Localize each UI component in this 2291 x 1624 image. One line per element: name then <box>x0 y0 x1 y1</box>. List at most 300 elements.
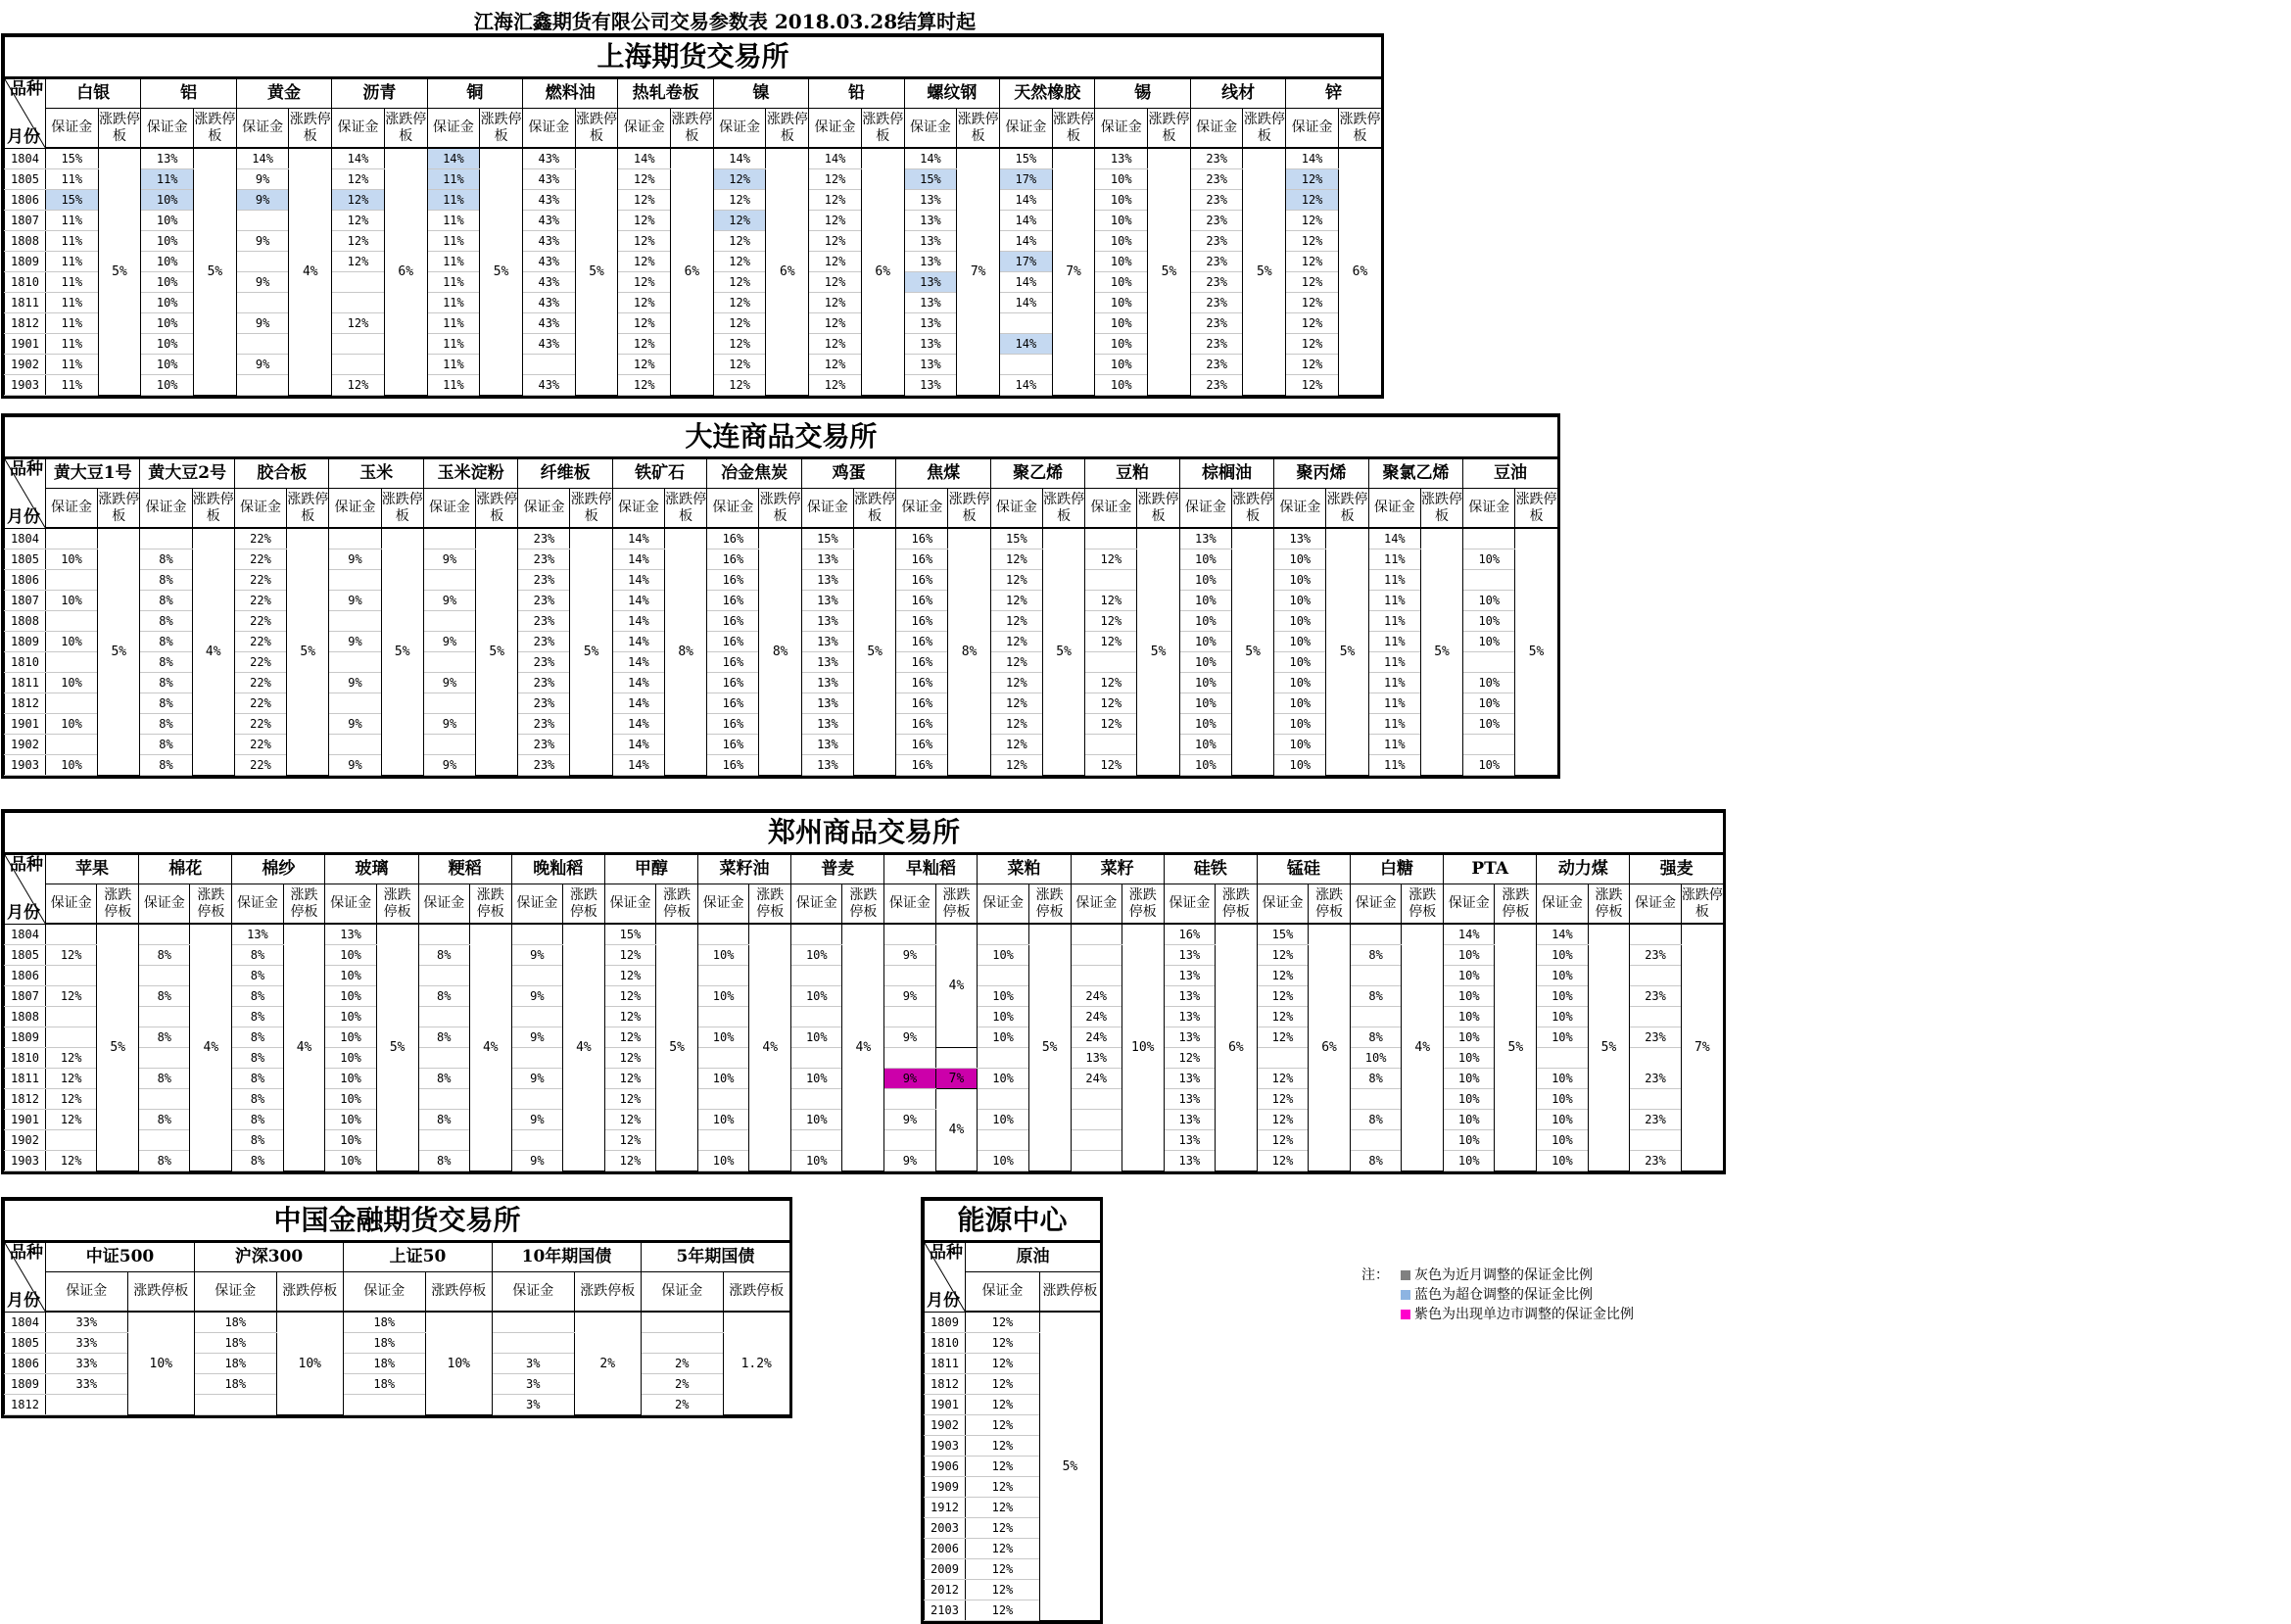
limit-cell: 10% <box>127 1312 194 1415</box>
margin-cell: 12% <box>966 1415 1040 1436</box>
limit-header: 涨跌停板 <box>575 109 618 149</box>
margin-header: 保证金 <box>1190 109 1243 149</box>
margin-cell <box>1085 652 1137 673</box>
margin-cell: 14% <box>612 611 664 632</box>
margin-cell: 8% <box>1350 1027 1401 1048</box>
margin-cell: 14% <box>236 148 289 169</box>
table-row <box>5 1374 790 1395</box>
table-row <box>5 1312 790 1333</box>
margin-cell <box>1463 570 1515 591</box>
margin-cell: 10% <box>1537 1007 1588 1027</box>
margin-cell: 23% <box>1630 986 1681 1007</box>
margin-cell: 13% <box>904 313 957 334</box>
month-cell: 1804 <box>5 148 46 169</box>
margin-cell <box>139 1130 190 1151</box>
margin-cell: 10% <box>1444 945 1495 966</box>
margin-header: 保证金 <box>801 489 853 529</box>
margin-cell <box>332 334 385 355</box>
margin-cell: 10% <box>1095 211 1148 231</box>
margin-cell: 13% <box>904 334 957 355</box>
margin-cell <box>332 272 385 293</box>
margin-cell <box>1350 1089 1401 1110</box>
product-name: 中证500 <box>46 1242 195 1272</box>
margin-cell <box>1085 735 1137 755</box>
margin-cell: 12% <box>46 1048 97 1069</box>
margin-cell: 10% <box>1463 632 1515 652</box>
limit-header: 涨跌停板 <box>1515 489 1557 529</box>
margin-cell: 12% <box>713 293 766 313</box>
margin-cell: 12% <box>990 652 1042 673</box>
margin-cell <box>791 1048 842 1069</box>
margin-header: 保证金 <box>518 489 570 529</box>
margin-cell: 23% <box>1630 1027 1681 1048</box>
margin-cell: 16% <box>896 632 948 652</box>
margin-cell: 8% <box>418 1069 469 1089</box>
month-cell: 1810 <box>5 652 46 673</box>
margin-cell: 14% <box>612 528 664 549</box>
limit-header: 涨跌停板 <box>664 489 706 529</box>
margin-cell <box>697 924 748 945</box>
limit-cell: 5% <box>1495 924 1537 1171</box>
margin-cell: 12% <box>966 1539 1040 1559</box>
margin-cell <box>1071 1130 1122 1151</box>
margin-cell: 8% <box>140 570 192 591</box>
margin-cell: 11% <box>46 272 99 293</box>
limit-header: 涨跌停板 <box>98 489 140 529</box>
limit-cell: 5% <box>1243 148 1286 396</box>
margin-cell: 9% <box>329 714 381 735</box>
margin-cell <box>1630 1007 1681 1027</box>
month-cell: 1903 <box>5 755 46 776</box>
margin-cell: 14% <box>1537 924 1588 945</box>
margin-cell <box>139 1007 190 1027</box>
margin-cell: 12% <box>713 190 766 211</box>
margin-cell <box>791 1130 842 1151</box>
margin-header: 保证金 <box>604 884 655 925</box>
margin-cell: 23% <box>1190 293 1243 313</box>
margin-cell <box>1537 1048 1588 1069</box>
margin-cell: 12% <box>713 355 766 375</box>
month-cell: 1808 <box>5 1007 46 1027</box>
margin-cell <box>46 1027 97 1048</box>
margin-cell: 10% <box>1537 1069 1588 1089</box>
margin-cell: 22% <box>234 528 286 549</box>
month-cell: 2009 <box>925 1559 966 1580</box>
margin-cell: 9% <box>423 591 475 611</box>
margin-cell: 12% <box>966 1354 1040 1374</box>
margin-cell: 13% <box>904 293 957 313</box>
margin-cell: 10% <box>46 591 98 611</box>
margin-cell: 10% <box>1463 755 1515 776</box>
month-cell: 2012 <box>925 1580 966 1600</box>
margin-cell: 18% <box>343 1354 425 1374</box>
margin-cell: 12% <box>713 334 766 355</box>
limit-header: 涨跌停板 <box>1039 1272 1100 1313</box>
margin-header: 保证金 <box>140 489 192 529</box>
margin-cell: 15% <box>1000 148 1053 169</box>
margin-cell: 23% <box>1190 334 1243 355</box>
margin-cell: 13% <box>904 252 957 272</box>
margin-cell: 12% <box>332 169 385 190</box>
margin-cell: 11% <box>427 231 480 252</box>
margin-cell: 14% <box>1000 211 1053 231</box>
limit-header: 涨跌停板 <box>287 489 329 529</box>
margin-cell <box>523 355 576 375</box>
margin-cell: 12% <box>332 252 385 272</box>
margin-cell: 12% <box>604 1048 655 1069</box>
margin-cell: 15% <box>46 190 99 211</box>
margin-cell: 11% <box>427 211 480 231</box>
month-cell: 1810 <box>925 1333 966 1354</box>
margin-cell: 10% <box>1179 611 1231 632</box>
margin-cell: 15% <box>604 924 655 945</box>
margin-cell: 10% <box>1095 293 1148 313</box>
margin-cell: 16% <box>896 673 948 693</box>
margin-header: 保证金 <box>1274 489 1326 529</box>
limit-header: 涨跌停板 <box>1243 109 1286 149</box>
margin-cell: 10% <box>1095 375 1148 396</box>
margin-cell: 43% <box>523 211 576 231</box>
margin-cell: 12% <box>604 1110 655 1130</box>
margin-cell: 16% <box>707 632 759 652</box>
corner-cell <box>5 1242 46 1313</box>
margin-cell <box>935 1048 978 1069</box>
margin-cell: 11% <box>427 293 480 313</box>
cffex-table <box>1 1197 792 1418</box>
margin-cell <box>329 570 381 591</box>
margin-cell: 9% <box>511 1027 562 1048</box>
margin-cell: 8% <box>232 1089 283 1110</box>
margin-cell: 14% <box>1000 293 1053 313</box>
margin-cell: 10% <box>1537 986 1588 1007</box>
month-cell: 1808 <box>5 611 46 632</box>
margin-cell: 11% <box>427 313 480 334</box>
corner-cell <box>5 78 46 149</box>
margin-cell: 23% <box>518 755 570 776</box>
month-cell: 1902 <box>5 355 46 375</box>
margin-cell: 12% <box>990 714 1042 735</box>
margin-cell: 24% <box>1071 1007 1122 1027</box>
limit-header: 涨跌停板 <box>1122 884 1164 925</box>
margin-cell: 14% <box>1286 148 1339 169</box>
margin-cell: 11% <box>1368 714 1420 735</box>
margin-cell <box>884 1130 935 1151</box>
month-cell: 1903 <box>925 1436 966 1457</box>
margin-cell: 12% <box>1085 673 1137 693</box>
margin-cell: 12% <box>618 252 671 272</box>
month-cell: 1812 <box>5 693 46 714</box>
margin-cell <box>1630 924 1681 945</box>
margin-cell: 16% <box>896 591 948 611</box>
limit-header: 涨跌停板 <box>127 1272 194 1313</box>
margin-cell: 9% <box>423 673 475 693</box>
margin-cell: 10% <box>791 986 842 1007</box>
margin-cell: 9% <box>423 755 475 776</box>
margin-cell <box>139 924 190 945</box>
margin-cell <box>511 1089 562 1110</box>
limit-cell: 7% <box>957 148 1000 396</box>
month-cell: 1807 <box>5 986 46 1007</box>
margin-cell: 12% <box>1085 611 1137 632</box>
margin-cell: 8% <box>140 652 192 673</box>
month-cell: 1903 <box>5 1151 46 1171</box>
margin-cell: 15% <box>1257 924 1308 945</box>
margin-cell: 33% <box>46 1312 128 1333</box>
margin-cell: 11% <box>1368 755 1420 776</box>
margin-cell: 10% <box>141 211 194 231</box>
limit-header: 涨跌停板 <box>749 884 791 925</box>
margin-cell: 10% <box>791 1151 842 1171</box>
margin-cell: 9% <box>329 673 381 693</box>
product-name: 镍 <box>713 78 808 109</box>
month-cell: 1902 <box>5 735 46 755</box>
margin-cell: 12% <box>1085 755 1137 776</box>
month-label: 月份 <box>7 126 40 147</box>
margin-header: 保证金 <box>1085 489 1137 529</box>
margin-header: 保证金 <box>978 884 1028 925</box>
margin-cell: 10% <box>1095 313 1148 334</box>
margin-cell: 11% <box>1368 591 1420 611</box>
limit-cell: 8% <box>948 528 990 776</box>
margin-cell: 14% <box>612 549 664 570</box>
margin-cell <box>1350 924 1401 945</box>
product-name: 菜籽油 <box>697 854 790 884</box>
margin-cell: 43% <box>523 334 576 355</box>
margin-cell <box>46 1395 128 1415</box>
margin-cell: 13% <box>801 673 853 693</box>
product-name: 甲醇 <box>604 854 697 884</box>
margin-header: 保证金 <box>232 884 283 925</box>
margin-cell: 16% <box>896 652 948 673</box>
margin-cell: 12% <box>809 252 862 272</box>
margin-cell: 23% <box>518 549 570 570</box>
margin-cell: 12% <box>1257 1110 1308 1130</box>
margin-cell: 10% <box>1444 1151 1495 1171</box>
limit-header: 涨跌停板 <box>1137 489 1179 529</box>
margin-cell: 10% <box>141 252 194 272</box>
margin-cell: 11% <box>46 375 99 396</box>
margin-cell: 12% <box>809 231 862 252</box>
margin-cell: 8% <box>140 755 192 776</box>
margin-cell: 10% <box>1537 1110 1588 1130</box>
margin-cell: 22% <box>234 714 286 735</box>
margin-cell: 22% <box>234 673 286 693</box>
margin-cell: 9% <box>511 1110 562 1130</box>
margin-cell: 8% <box>418 1110 469 1130</box>
margin-cell: 13% <box>904 190 957 211</box>
margin-cell: 13% <box>904 211 957 231</box>
margin-header: 保证金 <box>325 884 376 925</box>
legend-notes <box>1361 1266 1634 1324</box>
margin-cell <box>1085 570 1137 591</box>
czce-table <box>1 809 1726 1174</box>
limit-header: 涨跌停板 <box>192 489 234 529</box>
limit-cell: 5% <box>97 924 139 1171</box>
margin-cell: 8% <box>232 1110 283 1130</box>
month-cell: 1812 <box>925 1374 966 1395</box>
margin-header: 保证金 <box>990 489 1042 529</box>
margin-cell: 8% <box>139 1027 190 1048</box>
margin-cell <box>1071 966 1122 986</box>
margin-header: 保证金 <box>1164 884 1215 925</box>
margin-cell: 12% <box>1164 1048 1215 1069</box>
product-name: 锰硅 <box>1257 854 1350 884</box>
margin-cell: 16% <box>707 735 759 755</box>
margin-cell: 10% <box>1179 591 1231 611</box>
limit-cell: 6% <box>766 148 809 396</box>
margin-cell: 10% <box>1537 1089 1588 1110</box>
margin-cell: 14% <box>612 673 664 693</box>
margin-cell: 11% <box>1368 693 1420 714</box>
product-name: 5年期国债 <box>641 1242 789 1272</box>
margin-cell: 11% <box>1368 652 1420 673</box>
limit-cell: 4% <box>749 924 791 1171</box>
margin-cell: 12% <box>1085 632 1137 652</box>
table-row <box>5 1354 790 1374</box>
product-name: 铅 <box>809 78 904 109</box>
limit-header: 涨跌停板 <box>570 489 612 529</box>
margin-cell: 12% <box>1286 190 1339 211</box>
margin-cell: 16% <box>707 549 759 570</box>
margin-cell <box>697 1089 748 1110</box>
margin-cell <box>697 1048 748 1069</box>
margin-header: 保证金 <box>46 884 97 925</box>
margin-header: 保证金 <box>329 489 381 529</box>
product-name: 玉米 <box>329 458 423 489</box>
margin-cell: 10% <box>978 945 1028 966</box>
limit-header: 涨跌停板 <box>1148 109 1191 149</box>
margin-cell: 13% <box>325 924 376 945</box>
margin-header: 保证金 <box>884 884 935 925</box>
product-name: 焦煤 <box>896 458 990 489</box>
margin-cell: 10% <box>978 1007 1028 1027</box>
margin-header: 保证金 <box>511 884 562 925</box>
margin-header: 保证金 <box>1630 884 1681 925</box>
margin-cell <box>46 1007 97 1027</box>
margin-cell <box>511 1048 562 1069</box>
margin-cell: 14% <box>1368 528 1420 549</box>
limit-header: 涨跌停板 <box>759 489 801 529</box>
limit-cell: 5% <box>1231 528 1273 776</box>
margin-cell: 10% <box>697 1027 748 1048</box>
margin-cell <box>46 735 98 755</box>
margin-cell: 10% <box>1095 272 1148 293</box>
margin-header: 保证金 <box>1000 109 1053 149</box>
limit-header: 涨跌停板 <box>1338 109 1381 149</box>
margin-cell <box>978 924 1028 945</box>
margin-header: 保证金 <box>791 884 842 925</box>
margin-cell: 8% <box>140 549 192 570</box>
margin-cell: 12% <box>1085 591 1137 611</box>
margin-cell: 16% <box>896 528 948 549</box>
limit-cell: 5% <box>1588 924 1630 1171</box>
month-cell: 1809 <box>5 632 46 652</box>
margin-header: 保证金 <box>697 884 748 925</box>
margin-cell: 9% <box>236 231 289 252</box>
limit-header: 涨跌停板 <box>283 884 325 925</box>
margin-cell: 14% <box>427 148 480 169</box>
margin-cell: 12% <box>1085 693 1137 714</box>
margin-cell: 10% <box>1463 591 1515 611</box>
margin-cell: 11% <box>46 293 99 313</box>
margin-cell: 12% <box>46 986 97 1007</box>
margin-cell: 10% <box>791 1069 842 1089</box>
margin-cell: 10% <box>1463 693 1515 714</box>
margin-cell: 13% <box>904 272 957 293</box>
margin-cell: 23% <box>1630 1069 1681 1089</box>
margin-cell: 11% <box>427 169 480 190</box>
margin-cell: 10% <box>1444 986 1495 1007</box>
month-cell: 1805 <box>5 945 46 966</box>
product-name: 棕榈油 <box>1179 458 1273 489</box>
margin-cell <box>1350 1130 1401 1151</box>
limit-cell: 5% <box>1028 924 1071 1171</box>
margin-cell: 8% <box>1350 945 1401 966</box>
margin-cell: 12% <box>618 313 671 334</box>
margin-cell: 11% <box>46 211 99 231</box>
margin-cell: 12% <box>46 1151 97 1171</box>
margin-cell: 13% <box>1164 1130 1215 1151</box>
margin-cell: 10% <box>325 1151 376 1171</box>
margin-cell: 23% <box>1190 169 1243 190</box>
margin-cell: 10% <box>1444 1048 1495 1069</box>
margin-cell: 9% <box>236 272 289 293</box>
margin-cell: 14% <box>332 148 385 169</box>
margin-cell: 22% <box>234 735 286 755</box>
margin-cell: 8% <box>418 1027 469 1048</box>
margin-cell: 13% <box>1164 1007 1215 1027</box>
limit-cell: 5% <box>1420 528 1462 776</box>
limit-cell: 5% <box>1326 528 1368 776</box>
margin-cell: 24% <box>1071 1027 1122 1048</box>
margin-cell: 12% <box>1286 272 1339 293</box>
margin-cell: 13% <box>801 652 853 673</box>
margin-cell <box>329 611 381 632</box>
margin-cell: 14% <box>612 755 664 776</box>
margin-cell <box>418 1130 469 1151</box>
margin-cell: 10% <box>325 1048 376 1069</box>
margin-cell: 12% <box>1286 231 1339 252</box>
margin-cell <box>329 693 381 714</box>
margin-cell: 12% <box>1286 293 1339 313</box>
month-cell: 1901 <box>5 1110 46 1130</box>
limit-cell: 5% <box>1137 528 1179 776</box>
margin-cell: 10% <box>325 1027 376 1048</box>
limit-cell: 4% <box>935 924 978 1048</box>
margin-header: 保证金 <box>896 489 948 529</box>
margin-cell: 23% <box>1190 375 1243 396</box>
margin-cell: 8% <box>232 1151 283 1171</box>
margin-cell: 12% <box>990 611 1042 632</box>
margin-cell: 10% <box>1444 1069 1495 1089</box>
product-name: 苹果 <box>46 854 139 884</box>
month-cell: 2003 <box>925 1518 966 1539</box>
product-name: 燃料油 <box>523 78 618 109</box>
margin-cell: 9% <box>329 549 381 570</box>
limit-cell: 4% <box>842 924 884 1171</box>
margin-cell: 10% <box>1537 1027 1588 1048</box>
limit-cell: 4% <box>192 528 234 776</box>
limit-cell: 5% <box>381 528 423 776</box>
margin-cell: 12% <box>809 211 862 231</box>
limit-header: 涨跌停板 <box>842 884 884 925</box>
margin-cell: 12% <box>1257 1151 1308 1171</box>
margin-cell: 10% <box>1274 632 1326 652</box>
margin-cell: 12% <box>1085 714 1137 735</box>
limit-header: 涨跌停板 <box>766 109 809 149</box>
margin-cell <box>697 966 748 986</box>
month-cell: 1804 <box>5 528 46 549</box>
